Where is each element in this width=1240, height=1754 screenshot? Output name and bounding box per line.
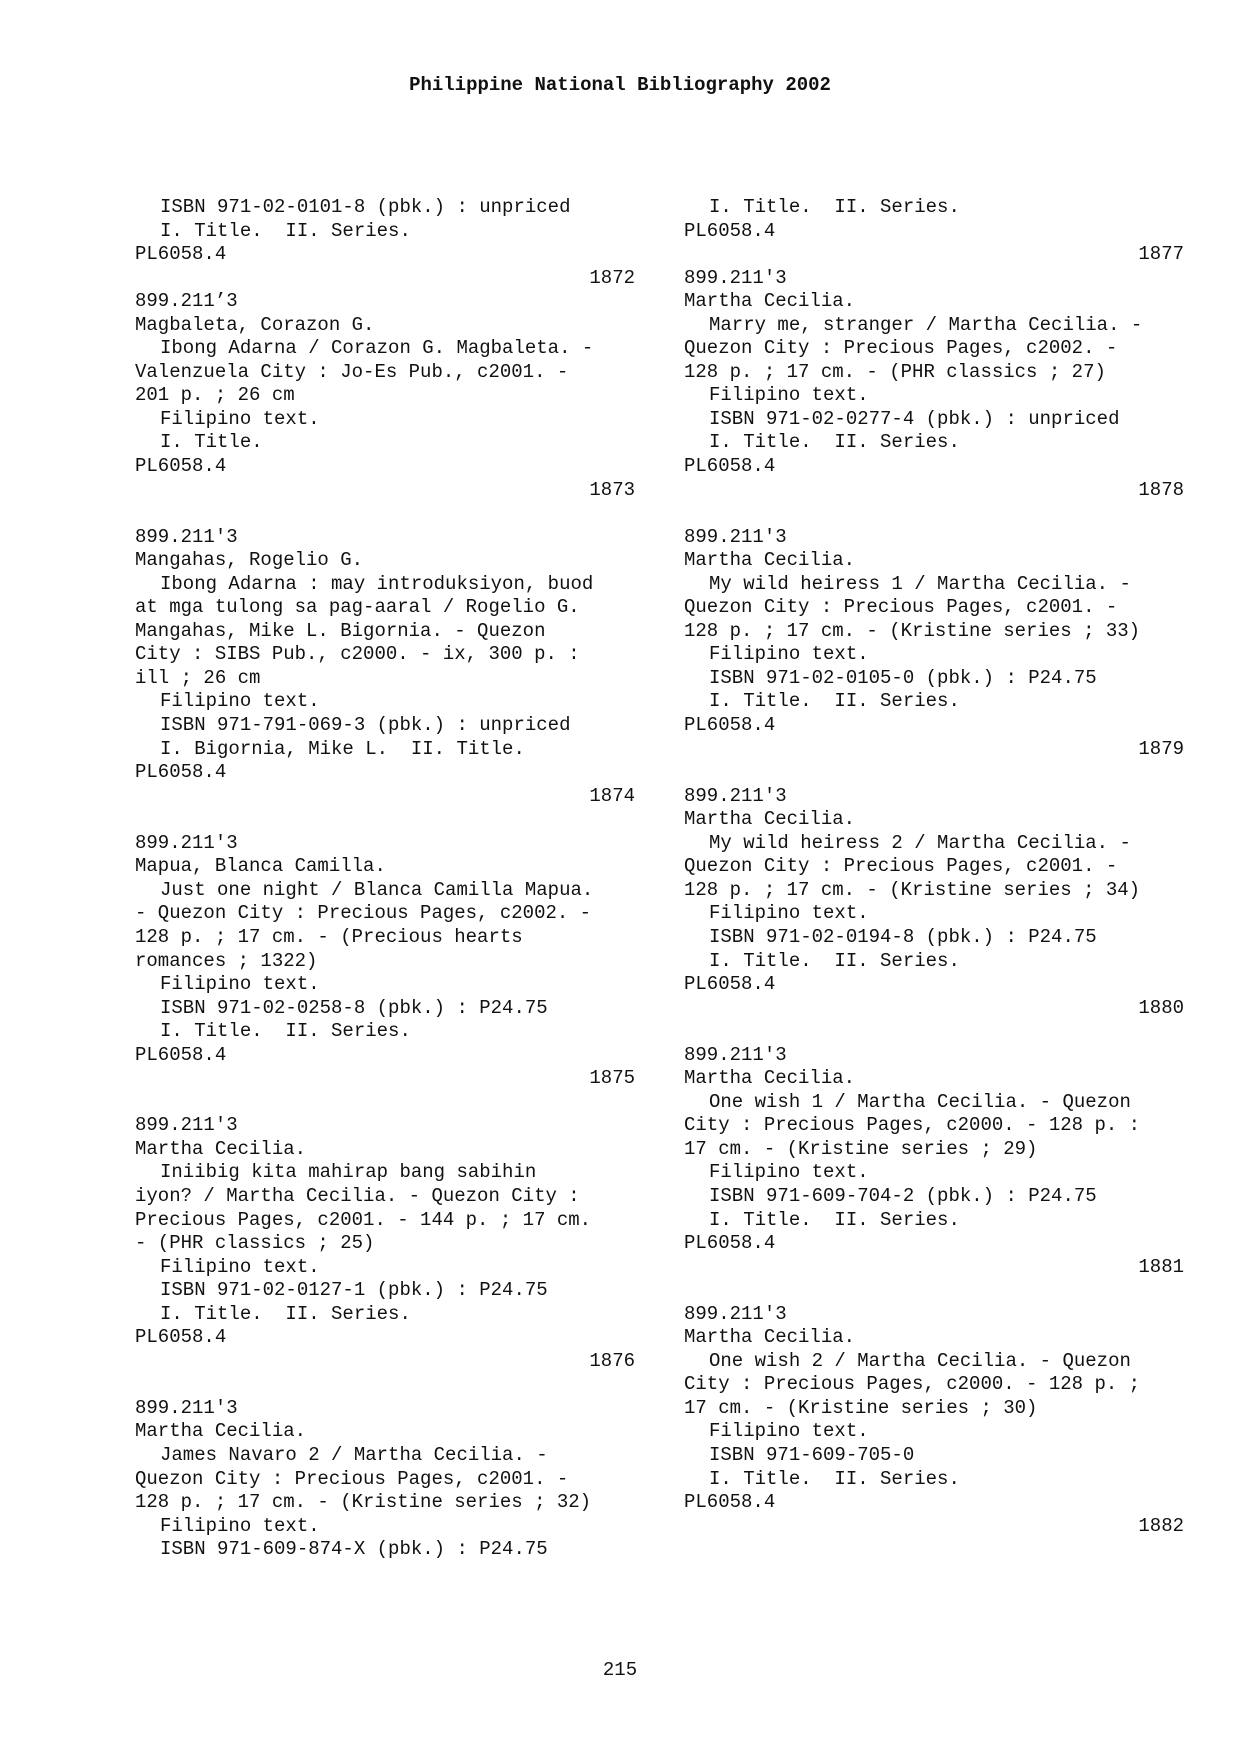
entry-line: - Quezon City : Precious Pages, c2002. - [135, 902, 592, 925]
entry-line: I. Title. II. Series. [709, 1208, 960, 1231]
entry-line: 899.211'3 [135, 831, 238, 854]
entry-line: ISBN 971-02-0127-1 (pbk.) : P24.75 [160, 1279, 548, 1302]
entry-line: Filipino text. [160, 1255, 320, 1278]
entry-line: ISBN 971-02-0105-0 (pbk.) : P24.75 [709, 666, 1097, 689]
entry-line: Martha Cecilia. [684, 290, 856, 313]
entry-line: PL6058.4 [684, 1491, 776, 1514]
entry-number: 1874 [589, 784, 635, 807]
entry-line: Mangahas, Rogelio G. [135, 549, 364, 572]
entry-line: PL6058.4 [684, 714, 776, 737]
page-title: Philippine National Bibliography 2002 [409, 74, 831, 96]
entry-line: Filipino text. [160, 690, 320, 713]
blank-line [135, 1373, 635, 1397]
entry-line: One wish 1 / Martha Cecilia. - Quezon [709, 1090, 1131, 1113]
entry-line: ISBN 971-02-0277-4 (pbk.) : unpriced [709, 407, 1120, 430]
entry-line: I. Title. II. Series. [709, 949, 960, 972]
entry-line: 128 p. ; 17 cm. - (Kristine series ; 34) [684, 878, 1141, 901]
blank-line [684, 761, 1184, 785]
entry-line: ISBN 971-609-704-2 (pbk.) : P24.75 [709, 1184, 1097, 1207]
entry-line: Martha Cecilia. [684, 549, 856, 572]
entry-line: Iniibig kita mahirap bang sabihin [160, 1161, 537, 1184]
entry-line: I. Title. [160, 431, 263, 454]
entry-line: 17 cm. - (Kristine series ; 30) [684, 1396, 1038, 1419]
entry-number: 1875 [589, 1067, 635, 1090]
entry-line: 899.211'3 [684, 1043, 787, 1066]
entry-line: I. Title. II. Series. [709, 1467, 960, 1490]
entry-line: Filipino text. [160, 407, 320, 430]
entry-line: Ibong Adarna / Corazon G. Magbaleta. - [160, 337, 594, 360]
entry-line: PL6058.4 [684, 1232, 776, 1255]
entry-line: Martha Cecilia. [684, 1326, 856, 1349]
entry-line: iyon? / Martha Cecilia. - Quezon City : [135, 1184, 580, 1207]
entry-line: City : Precious Pages, c2000. - 128 p. ; [684, 1373, 1141, 1396]
entry-line: I. Title. II. Series. [160, 219, 411, 242]
entry-line: I. Title. II. Series. [160, 1020, 411, 1043]
entry-line: 899.211'3 [135, 1396, 238, 1419]
entry-line: 201 p. ; 26 cm [135, 384, 295, 407]
entry-line: 128 p. ; 17 cm. - (PHR classics ; 27) [684, 360, 1106, 383]
entry-number: 1877 [1138, 243, 1184, 266]
entry-line: 128 p. ; 17 cm. - (Kristine series ; 32) [135, 1491, 592, 1514]
entry-number: 1879 [1138, 737, 1184, 760]
entry-number: 1876 [589, 1349, 635, 1372]
entry-line: Martha Cecilia. [684, 1067, 856, 1090]
entry-line: 128 p. ; 17 cm. - (Kristine series ; 33) [684, 619, 1141, 642]
entry-line: Filipino text. [709, 1161, 869, 1184]
entry-number: 1882 [1138, 1514, 1184, 1537]
entry-line: Filipino text. [709, 1420, 869, 1443]
entry-line: ISBN 971-609-705-0 [709, 1443, 915, 1466]
entry-line: 899.211'3 [684, 1302, 787, 1325]
entry-number: 1873 [589, 478, 635, 501]
blank-line [135, 808, 635, 832]
entry-line: - (PHR classics ; 25) [135, 1232, 375, 1255]
entry-line: City : Precious Pages, c2000. - 128 p. : [684, 1114, 1141, 1137]
entry-line: PL6058.4 [135, 243, 227, 266]
entry-number: 1872 [589, 266, 635, 289]
entry-line: ISBN 971-02-0101-8 (pbk.) : unpriced [160, 196, 571, 218]
entry-line: One wish 2 / Martha Cecilia. - Quezon [709, 1349, 1131, 1372]
entry-line: Just one night / Blanca Camilla Mapua. [160, 878, 594, 901]
entry-line: 17 cm. - (Kristine series ; 29) [684, 1137, 1038, 1160]
entry-line: PL6058.4 [135, 1043, 227, 1066]
entry-number: 1881 [1138, 1255, 1184, 1278]
entry-line: Mangahas, Mike L. Bigornia. - Quezon [135, 619, 546, 642]
entry-line: Filipino text. [160, 973, 320, 996]
entry-line: Martha Cecilia. [135, 1137, 307, 1160]
entry-line: My wild heiress 2 / Martha Cecilia. - [709, 831, 1131, 854]
entry-line: Ibong Adarna : may introduksiyon, buod [160, 572, 594, 595]
entry-line: PL6058.4 [684, 455, 776, 478]
entry-line: ISBN 971-02-0194-8 (pbk.) : P24.75 [709, 925, 1097, 948]
entry-line: 899.211'3 [684, 525, 787, 548]
blank-line [135, 502, 635, 526]
entry-line: romances ; 1322) [135, 949, 318, 972]
entry-line: PL6058.4 [135, 1326, 227, 1349]
page-number: 215 [602, 1659, 638, 1681]
entry-line: I. Title. II. Series. [709, 196, 960, 218]
entry-line: 899.211’3 [135, 290, 238, 313]
left-column [135, 196, 635, 1562]
entry-line: Martha Cecilia. [684, 808, 856, 831]
entry-line: James Navaro 2 / Martha Cecilia. - [160, 1443, 548, 1466]
entry-line: Filipino text. [160, 1514, 320, 1537]
entry-line: Filipino text. [709, 643, 869, 666]
entry-line: 128 p. ; 17 cm. - (Precious hearts [135, 925, 523, 948]
blank-line [684, 1279, 1184, 1303]
entry-line: ISBN 971-609-874-X (pbk.) : P24.75 [160, 1538, 548, 1561]
entry-line: My wild heiress 1 / Martha Cecilia. - [709, 572, 1131, 595]
entry-line: 899.211'3 [684, 784, 787, 807]
entry-line: Martha Cecilia. [135, 1420, 307, 1443]
entry-line: City : SIBS Pub., c2000. - ix, 300 p. : [135, 643, 580, 666]
entry-line: PL6058.4 [135, 761, 227, 784]
entry-line: Precious Pages, c2001. - 144 p. ; 17 cm. [135, 1208, 592, 1231]
entry-line: I. Title. II. Series. [709, 690, 960, 713]
entry-line: Quezon City : Precious Pages, c2001. - [135, 1467, 569, 1490]
entry-line: Marry me, stranger / Martha Cecilia. - [709, 313, 1143, 336]
entry-line: PL6058.4 [684, 973, 776, 996]
entry-line: PL6058.4 [684, 219, 776, 242]
entry-line: Quezon City : Precious Pages, c2001. - [684, 596, 1118, 619]
entry-line: Quezon City : Precious Pages, c2001. - [684, 855, 1118, 878]
blank-line [684, 502, 1184, 526]
entry-line: 899.211'3 [135, 1114, 238, 1137]
entry-number: 1878 [1138, 478, 1184, 501]
entry-line: Mapua, Blanca Camilla. [135, 855, 386, 878]
blank-line [684, 1020, 1184, 1044]
entry-line: I. Title. II. Series. [709, 431, 960, 454]
entry-line: ISBN 971-02-0258-8 (pbk.) : P24.75 [160, 996, 548, 1019]
entry-line: 899.211'3 [684, 266, 787, 289]
entry-line: 899.211'3 [135, 525, 238, 548]
entry-line: I. Bigornia, Mike L. II. Title. [160, 737, 525, 760]
entry-line: PL6058.4 [135, 455, 227, 478]
entry-line: Magbaleta, Corazon G. [135, 313, 375, 336]
entry-line: Valenzuela City : Jo-Es Pub., c2001. - [135, 360, 569, 383]
entry-line: Quezon City : Precious Pages, c2002. - [684, 337, 1118, 360]
entry-number: 1880 [1138, 996, 1184, 1019]
entry-line: Filipino text. [709, 384, 869, 407]
entry-line: ISBN 971-791-069-3 (pbk.) : unpriced [160, 714, 571, 737]
entry-line: ill ; 26 cm [135, 666, 261, 689]
entry-line: at mga tulong sa pag-aaral / Rogelio G. [135, 596, 580, 619]
entry-line: Filipino text. [709, 902, 869, 925]
entry-line: I. Title. II. Series. [160, 1302, 411, 1325]
blank-line [135, 1091, 635, 1115]
right-column [684, 196, 1184, 1538]
